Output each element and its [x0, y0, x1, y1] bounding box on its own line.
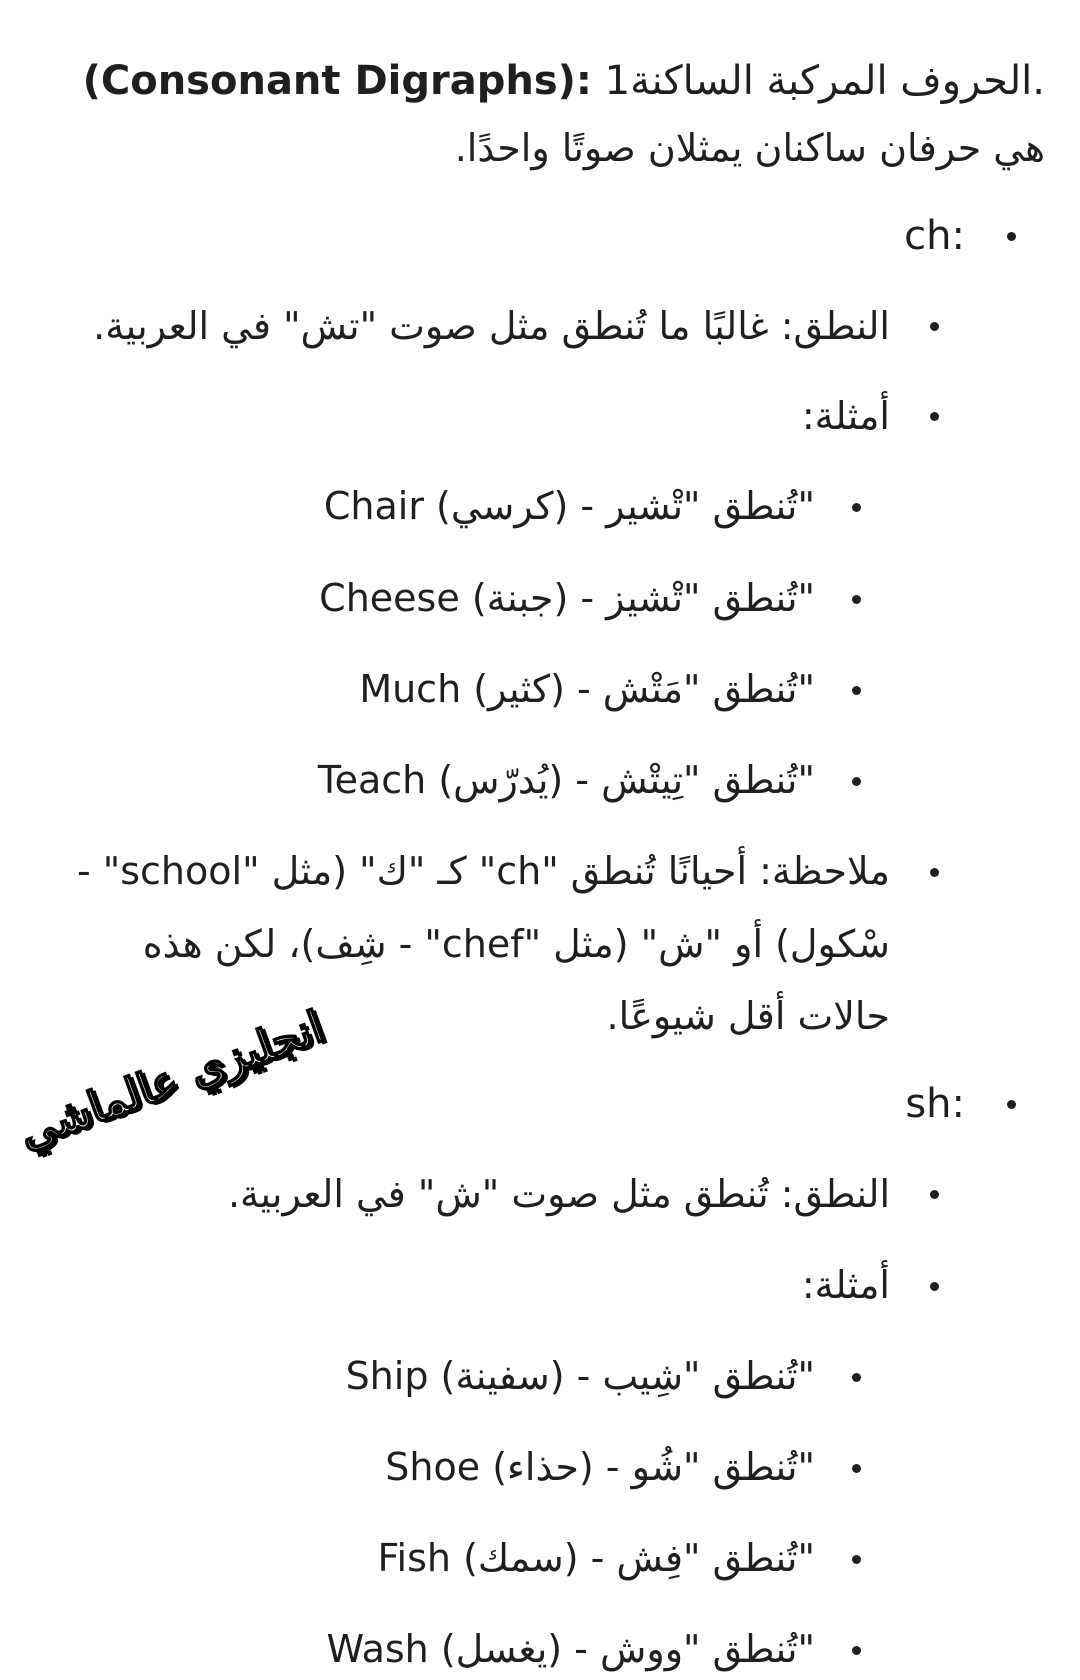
example-item — [324, 480, 815, 532]
example-word: Fish — [377, 1536, 451, 1580]
example-text: "تُنطق "شِيب - (سفينة) — [440, 1354, 815, 1398]
bullet — [852, 1646, 861, 1655]
bullet — [930, 412, 939, 421]
bullet — [852, 503, 861, 512]
heading — [83, 55, 1045, 107]
watermark-logo: انجليزي عالماشي — [12, 1001, 331, 1160]
examples-label-ch: أمثلة: — [801, 394, 890, 438]
example-text: "تُنطق "تْشير - (كرسي) — [436, 484, 815, 528]
bullet — [852, 1373, 861, 1382]
heading-number: 1. — [604, 58, 1045, 104]
heading-arabic: الحروف المركبة الساكنة — [630, 58, 1033, 104]
bullet — [852, 595, 861, 604]
bullet — [930, 1190, 939, 1199]
bullet — [930, 1282, 939, 1291]
example-text: "تُنطق "تْشيز - (جبنة) — [471, 576, 815, 620]
example-text: "تُنطق "مَتْش - (كثير) — [473, 667, 815, 711]
example-word: Ship — [345, 1354, 429, 1398]
bullet — [852, 777, 861, 786]
bullet — [1007, 1100, 1016, 1109]
note-line: حالات أقل شيوعًا. — [606, 994, 890, 1038]
example-word: Shoe — [385, 1445, 481, 1489]
example-text: "تُنطق "شُو - (حذاء) — [492, 1445, 815, 1489]
example-item — [318, 754, 815, 806]
example-item — [359, 663, 815, 715]
section-label-ch: ch: — [904, 213, 965, 259]
example-item — [377, 1532, 815, 1584]
pronunciation-ch: النطق: غالبًا ما تُنطق مثل صوت "تش" في العربية. — [93, 304, 890, 348]
example-word: Cheese — [319, 576, 460, 620]
note-line: ملاحظة: أحيانًا تُنطق "ch" كـ "ك" (مثل "school" - — [76, 849, 890, 893]
examples-label-sh: أمثلة: — [801, 1263, 890, 1307]
example-word: Much — [359, 667, 462, 711]
example-item — [326, 1623, 815, 1675]
bullet — [930, 322, 939, 331]
example-text: "تُنطق "فِش - (سمك) — [463, 1536, 815, 1580]
example-word: Chair — [323, 484, 424, 528]
section-label-sh: sh: — [905, 1081, 965, 1127]
example-item — [385, 1441, 815, 1493]
example-item — [346, 1350, 815, 1402]
example-text: "تُنطق "تِيتْش - (يُدرّس) — [438, 758, 815, 802]
pronunciation-sh: النطق: تُنطق مثل صوت "ش" في العربية. — [227, 1172, 890, 1216]
bullet — [852, 1555, 861, 1564]
bullet — [852, 686, 861, 695]
example-item — [319, 572, 815, 624]
bullet — [852, 1464, 861, 1473]
example-text: "تُنطق "ووش - (يغسل) — [440, 1627, 815, 1671]
bullet — [930, 868, 939, 877]
bullet — [1007, 232, 1016, 241]
example-word: Teach — [317, 758, 427, 802]
note-line: سْكول) أو "ش" (مثل "chef" - شِف)، لكن هذه — [142, 922, 890, 966]
example-word: Wash — [326, 1627, 429, 1671]
heading-english: (Consonant Digraphs): — [82, 58, 592, 104]
intro-text: هي حرفان ساكنان يمثلان صوتًا واحدًا. — [454, 126, 1045, 170]
